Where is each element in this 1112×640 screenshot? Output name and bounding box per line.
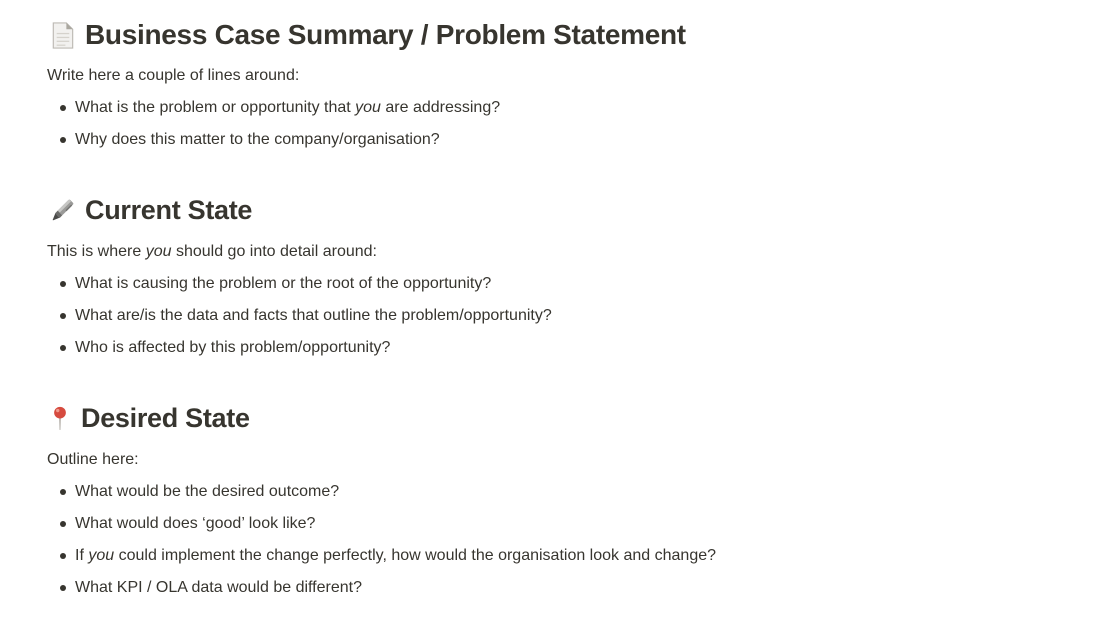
page-title-text: Business Case Summary / Problem Statement bbox=[85, 19, 686, 50]
bullet-list bbox=[47, 480, 1072, 600]
list-item bbox=[47, 336, 1072, 360]
intro-text: Write here a couple of lines around: bbox=[47, 67, 300, 84]
list-item-text: are addressing? bbox=[380, 99, 501, 116]
list-item-text: What is the problem or opportunity that bbox=[75, 99, 356, 116]
list-item-text: If bbox=[75, 547, 89, 564]
intro-text-em: you bbox=[145, 243, 172, 260]
list-item bbox=[47, 480, 1072, 504]
section-heading-text: Current State bbox=[85, 195, 253, 225]
round-pushpin-icon bbox=[47, 404, 73, 434]
list-item-text: Who is affected by this problem/opportunity? bbox=[75, 339, 391, 356]
page-facing-up-icon bbox=[47, 20, 78, 51]
bullet-list bbox=[47, 96, 1072, 152]
pen-icon bbox=[47, 196, 77, 226]
section-intro bbox=[47, 448, 1072, 472]
section-intro bbox=[47, 240, 1072, 264]
list-item-text: What would be the desired outcome? bbox=[75, 483, 340, 500]
section-heading-desired-state bbox=[47, 402, 1072, 435]
list-item-text: What is causing the problem or the root of the opportunity? bbox=[75, 275, 492, 292]
list-item bbox=[47, 304, 1072, 328]
section-heading-text: Desired State bbox=[81, 403, 250, 433]
list-item-text: What are/is the data and facts that outline the problem/opportunity? bbox=[75, 307, 552, 324]
section-intro bbox=[47, 64, 1072, 88]
list-item-text: What KPI / OLA data would be different? bbox=[75, 579, 362, 596]
list-item-text: could implement the change perfectly, how would the organisation look and change? bbox=[114, 547, 717, 564]
intro-text: Outline here: bbox=[47, 451, 139, 468]
section-heading-current-state bbox=[47, 194, 1072, 227]
list-item-text: Why does this matter to the company/organisation? bbox=[75, 131, 440, 148]
list-item-text-em: you bbox=[88, 547, 115, 564]
list-item bbox=[47, 128, 1072, 152]
bullet-list bbox=[47, 272, 1072, 360]
intro-text: should go into detail around: bbox=[171, 243, 377, 260]
list-item-text-em: you bbox=[355, 99, 381, 116]
list-item bbox=[47, 272, 1072, 296]
list-item bbox=[47, 512, 1072, 536]
list-item bbox=[47, 96, 1072, 120]
list-item bbox=[47, 544, 1072, 568]
list-item-text: What would does ‘good’ look like? bbox=[75, 515, 316, 532]
list-item bbox=[47, 576, 1072, 600]
intro-text: This is where bbox=[47, 243, 146, 260]
page-title bbox=[47, 18, 1072, 52]
